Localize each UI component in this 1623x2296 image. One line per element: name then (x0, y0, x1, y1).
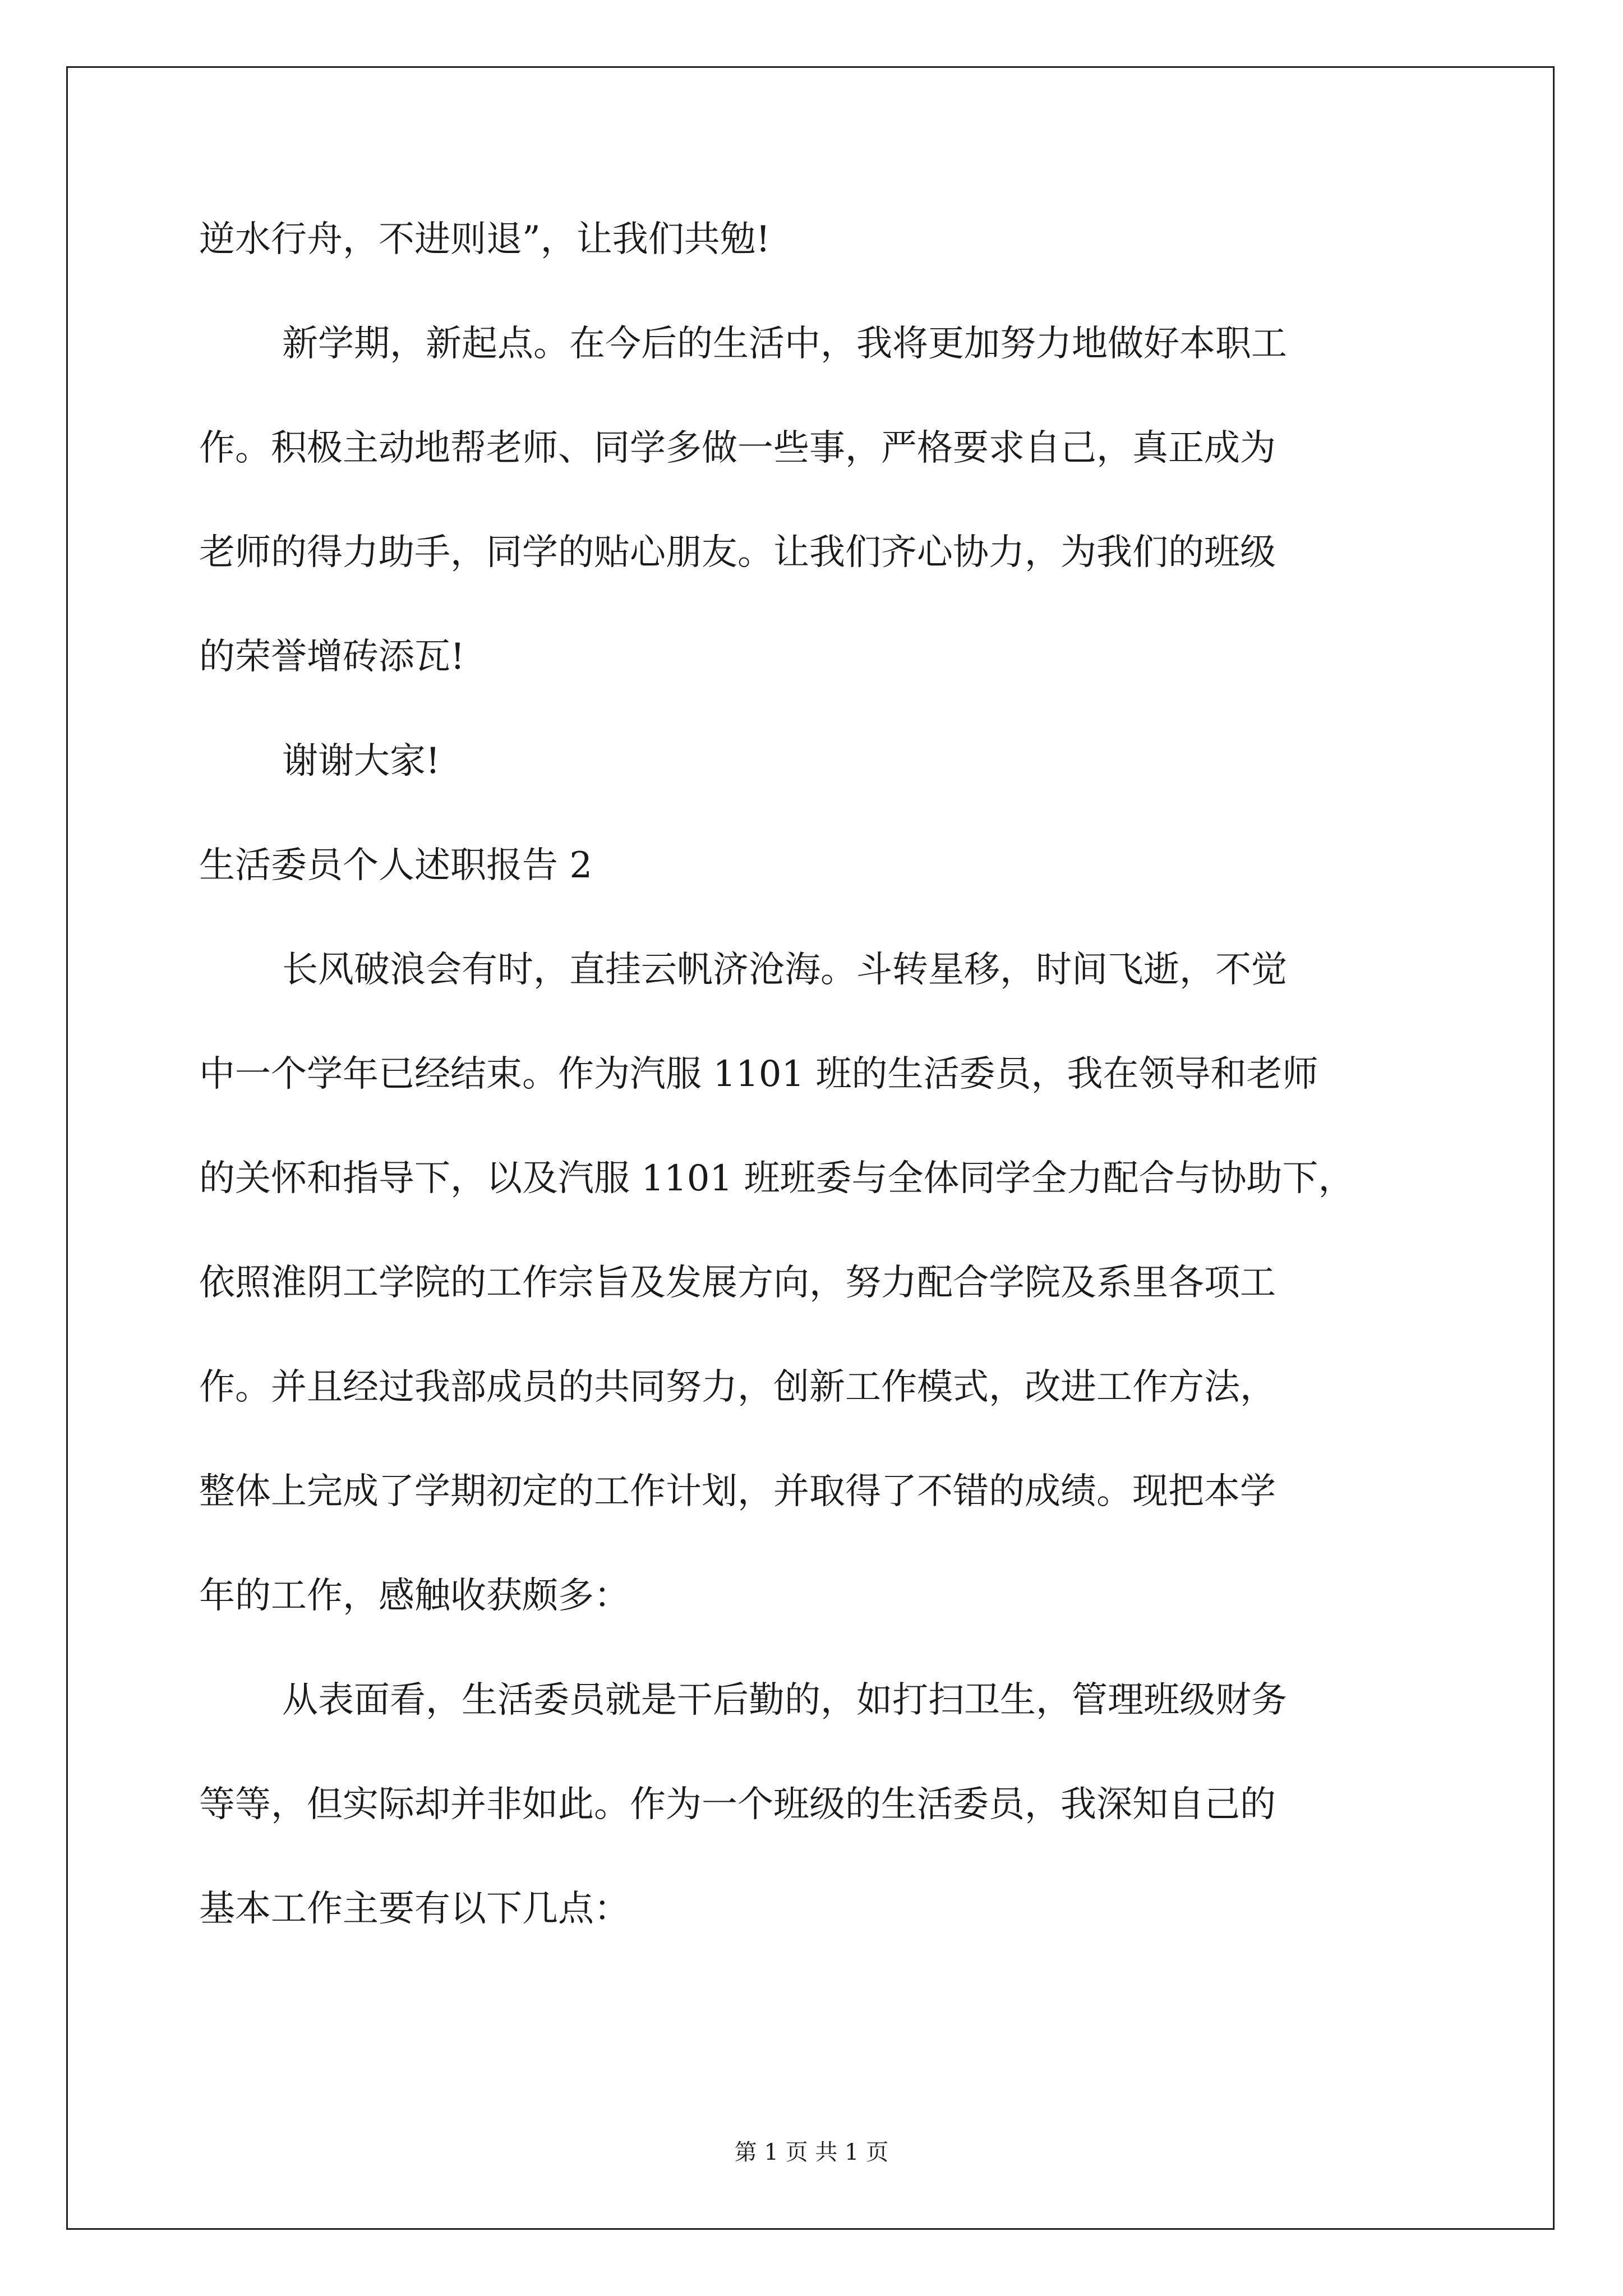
page-footer: 第 1 页 共 1 页 (734, 2139, 889, 2165)
paragraph-start: 谢谢大家! (282, 740, 440, 782)
text-line: 的荣誉增砖添瓦! (199, 636, 465, 678)
text-line: 依照淮阴工学院的工作宗旨及发展方向，努力配合学院及系里各项工 (199, 1262, 1276, 1304)
section-heading: 生活委员个人述职报告 2 (199, 845, 593, 886)
paragraph-start: 新学期，新起点。在今后的生活中，我将更加努力地做好本职工 (282, 323, 1287, 365)
text-line: 等等，但实际却并非如此。作为一个班级的生活委员，我深知自己的 (199, 1784, 1276, 1825)
text-line: 中一个学年已经结束。作为汽服 1101 班的生活委员，我在领导和老师 (199, 1053, 1318, 1095)
text-line: 的关怀和指导下，以及汽服 1101 班班委与全体同学全力配合与协助下， (199, 1158, 1354, 1199)
text-line: 作。积极主动地帮老师、同学多做一些事，严格要求自己，真正成为 (199, 427, 1276, 469)
text-line: 年的工作，感触收获颇多： (199, 1575, 630, 1617)
paragraph-start: 长风破浪会有时，直挂云帆济沧海。斗转星移，时间飞逝，不觉 (282, 949, 1287, 991)
text-line: 老师的得力助手，同学的贴心朋友。让我们齐心协力，为我们的班级 (199, 532, 1276, 573)
text-line: 基本工作主要有以下几点： (199, 1888, 630, 1930)
text-line: 整体上完成了学期初定的工作计划，并取得了不错的成绩。现把本学 (199, 1471, 1276, 1512)
text-line: 逆水行舟，不进则退”，让我们共勉! (199, 219, 771, 260)
paragraph-start: 从表面看，生活委员就是干后勤的，如打扫卫生，管理班级财务 (282, 1680, 1287, 1721)
text-line: 作。并且经过我部成员的共同努力，创新工作模式，改进工作方法， (199, 1366, 1276, 1408)
